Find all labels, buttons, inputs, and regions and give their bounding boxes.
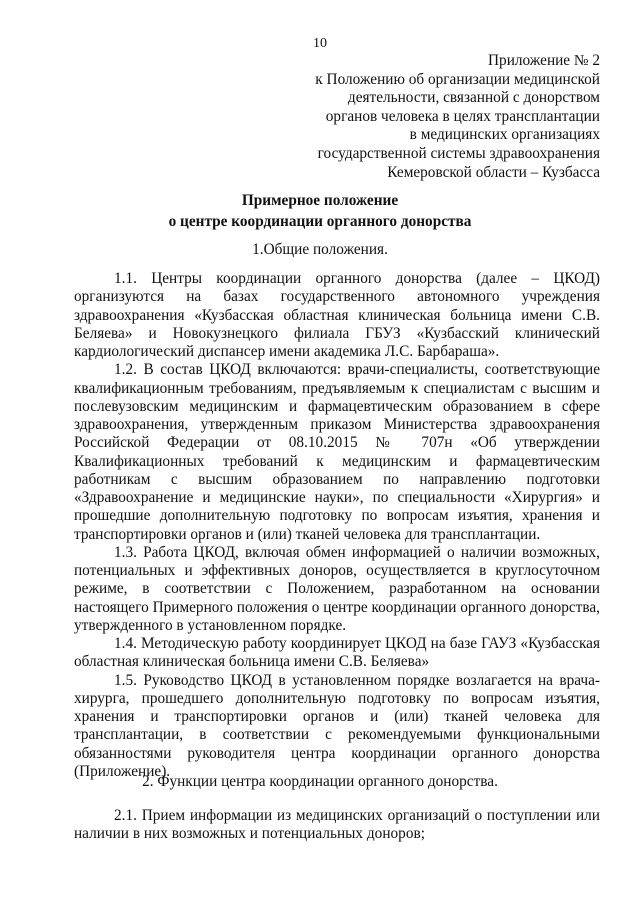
appendix-block (280, 52, 600, 182)
section-body (74, 807, 600, 844)
page-number: 10 (313, 36, 327, 51)
appendix-line: в медицинских организациях (409, 126, 600, 144)
appendix-line: деятельности, связанной с донорством (347, 89, 600, 107)
appendix-line: Приложение № 2 (488, 52, 600, 69)
paragraph: 2.1. Прием информации из медицинских организаций о поступлении или наличии в них возможных и потенциальных доноров; (74, 807, 600, 843)
appendix-line: к Положению об организации медицинской (315, 70, 600, 88)
section-heading: 1.Общие положения. (252, 241, 388, 258)
title-line: Примерное положение (241, 192, 399, 209)
document-title (40, 191, 600, 232)
paragraph: 1.4. Методическую работу координирует ЦКОД на базе ГАУЗ «Кузбасская областная клиническая больница имени С.В. Беляева» (74, 635, 600, 671)
paragraph: 1.1. Центры координации органного донорства (далее – ЦКОД) организуются на базах государственного автономного учреждения здравоохранения «Кузбасская областная клиническая больница имени С.В. Беляева» и Новокузнецкого филиала ГБУЗ «Кузбасский клинический кардиологический диспансер имени академика Л.С. Барбараша». (74, 270, 600, 360)
paragraph: 1.3. Работа ЦКОД, включая обмен информацией о наличии возможных, потенциальных и эффективных доноров, осуществляется в круглосуточном режиме, в соответствии с Положением, разработанном на основании настоящего Примерного положения о центре координации органного донорства, утвержденного в установленном порядке. (74, 543, 600, 634)
title-line: о центре координации органного донорства (168, 212, 472, 230)
section-body (74, 270, 600, 781)
appendix-line: государственной системы здравоохранения (317, 144, 600, 162)
appendix-line: Кемеровской области – Кузбасса (387, 163, 600, 181)
paragraph: 1.5. Руководство ЦКОД в установленном порядке возлагается на врача-хирурга, прошедшего дополнительную подготовку по вопросам изъятия, хранения и транспортировки органов и (или) тканей человека для трансплантации, в соответствии с рекомендуемыми функциональными обязанностями руководителя центра координации органного донорства (Приложение). (74, 671, 600, 780)
section-heading: 2. Функции центра координации органного донорства. (142, 773, 498, 790)
appendix-line: органов человека в целях трансплантации (325, 107, 600, 125)
paragraph: 1.2. В состав ЦКОД включаются: врачи-специалисты, соответствующие квалификационным требованиям, предъявляемым к специалистам с высшим и послевузовским медицинским и фармацевтическим образованием в сфере здравоохранения, утвержденным приказом Министерства здравоохранения Российской Федерации от 08.10.2015 № 707н «Об утверждении Квалификационных требований к медицинским и фармацевтическим работникам с высшим образованием по направлению подготовки «Здравоохранение и медицинские науки», по специальности «Хирургия» и прошедшие дополнительную подготовку по вопросам изъятия, хранения и транспортировки органов и (или) тканей человека для трансплантации. (74, 361, 600, 543)
